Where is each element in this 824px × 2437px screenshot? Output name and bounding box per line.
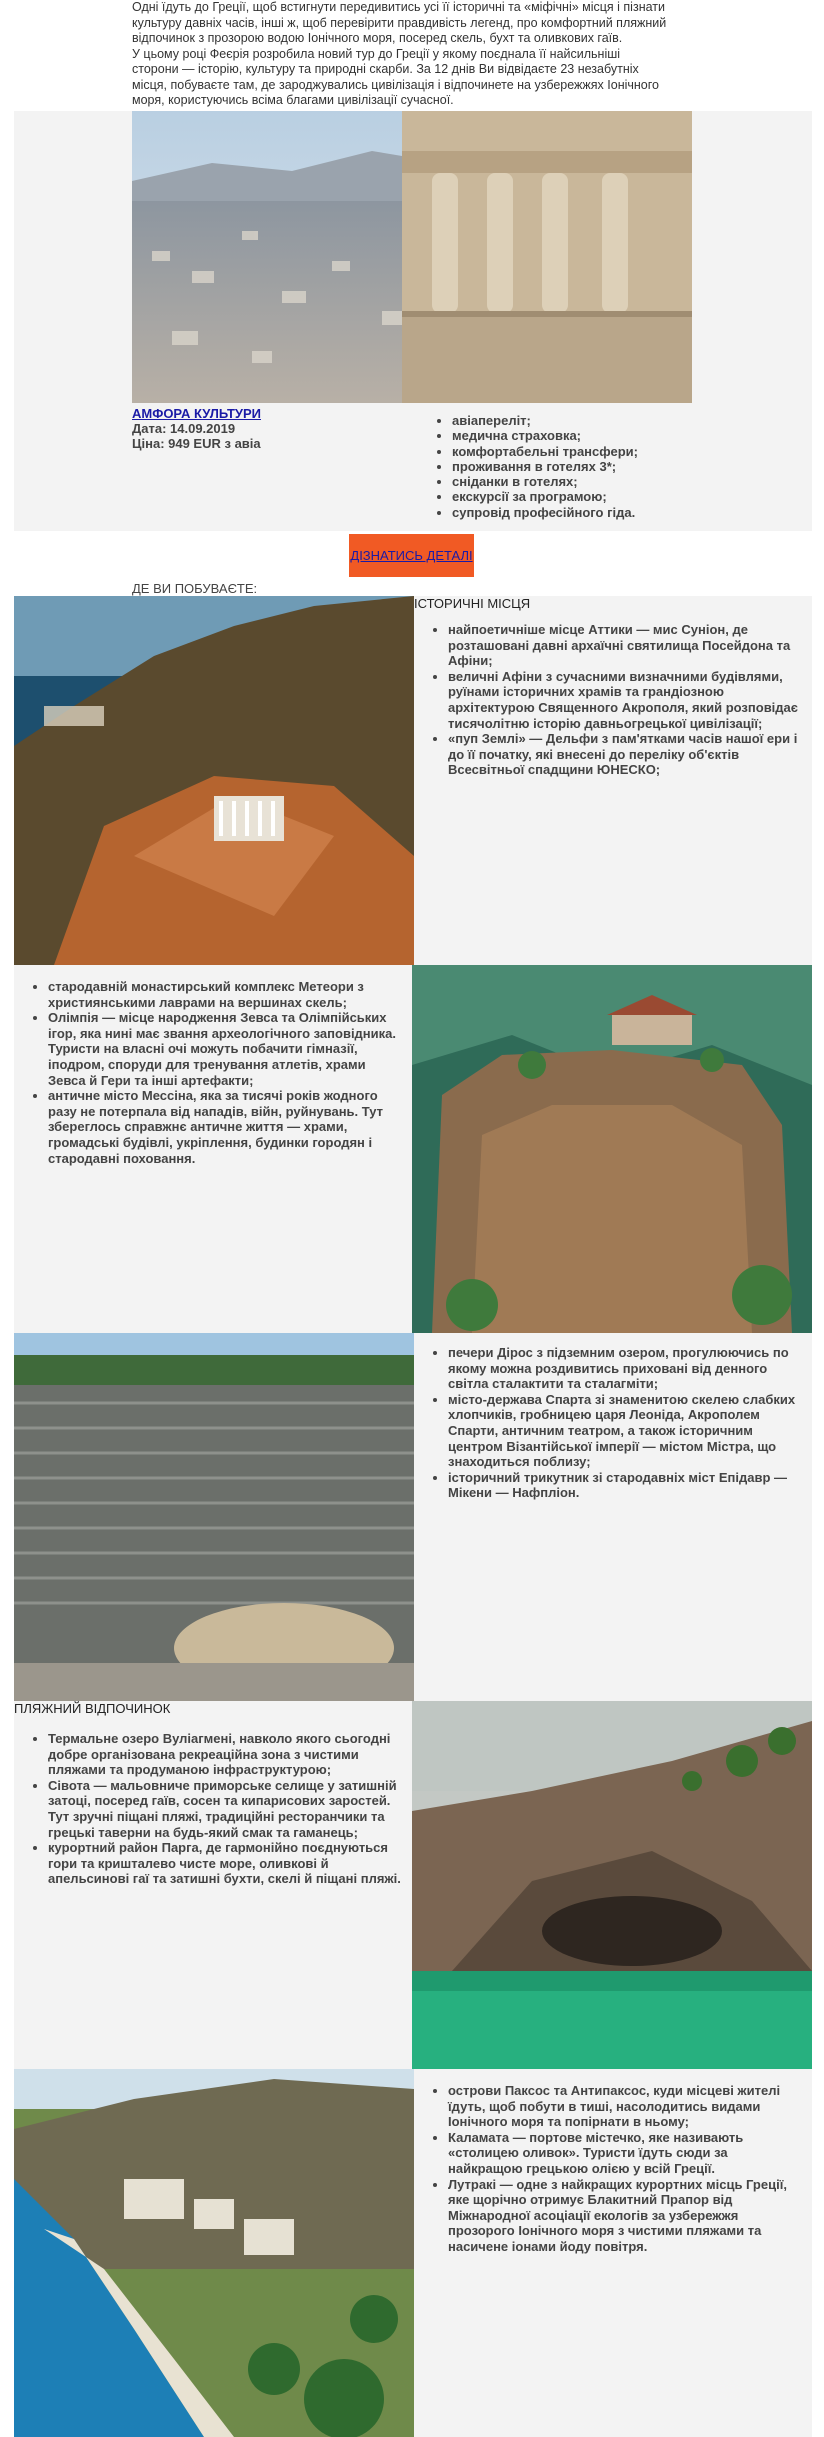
list-item: • величні Афіни з сучасними визначними будівлями, руїнами історичних храмів та грандіозною архітектурою Священного Акрополя, який розповідає тисячолітню історію давньогрецької цивілізації; bbox=[448, 669, 804, 731]
list-item: • стародавній монастирський комплекс Метеори з християнськими лаврами на вершинах скель; bbox=[48, 979, 404, 1010]
meteora-text-cell bbox=[14, 965, 412, 1333]
epidaurus-theatre-image bbox=[14, 1333, 414, 1701]
list-item: • Олімпія — місце народження Зевса та Олімпійських ігор, яка нині має звання археологічного заповідника. Туристи на власні очі можуть побачити гімназії, іподром, споруди для тренування атлетів, храми Зевса й Гери та інші артефакти; bbox=[48, 1010, 404, 1088]
list-item: • печери Дірос з підземним озером, прогулюючись по якому можна роздивитись приховані від денного світла сталактити та сталагміти; bbox=[448, 1345, 804, 1392]
offer-date: Дата: 14.09.2019 bbox=[132, 421, 236, 436]
offer-title-link[interactable]: АМФОРА КУЛЬТУРИ bbox=[132, 406, 261, 421]
diros-list bbox=[414, 1345, 812, 1501]
list-item: • острови Паксос та Антипаксос, куди місцеві жителі їдуть, щоб побути в тиші, насолодитись видами Іонічного моря та попірнати в ньому; bbox=[448, 2083, 804, 2130]
meteora-list bbox=[14, 979, 412, 1166]
list-item: • «пуп Землі» — Дельфи з пам'ятками часів нашої ери і до її початку, які внесені до переліку об'єктів Всесвітньої спадщини ЮНЕСКО; bbox=[448, 731, 804, 778]
islands-list bbox=[414, 2083, 812, 2255]
list-item: • найпоетичніше місце Аттики — мис Суніон, де розташовані давні архаїчні святилища Посейдона та Афіни; bbox=[448, 622, 804, 669]
offer-price: Ціна: 949 EUR з авіа bbox=[132, 436, 261, 451]
intro-line: У цьому році Феєрія розробила новий тур до Греції у якому поєднала її найсильніші bbox=[132, 46, 621, 61]
intro-line: сторони — історію, культуру та природні скарби. За 12 днів Ви відвідаєте 23 незабутніх bbox=[132, 62, 639, 76]
intro-text bbox=[132, 0, 682, 109]
list-item: • Термальне озеро Вуліагмені, навколо якого сьогодні добре організована рекреаційна зона з чистими пляжами та продуманою інфраструктурою; bbox=[48, 1731, 404, 1778]
list-item: • історичний трикутник зі стародавніх міст Епідавр — Мікени — Нафпліон. bbox=[448, 1470, 804, 1501]
historic-list bbox=[414, 622, 812, 778]
intro-line: відпочинок з прозорою водою Іонічного моря, посеред скель, бухт та оливкових гаїв. bbox=[132, 31, 623, 45]
list-item: • Сівота — мальовниче приморське селище у затишній затоці, посеред гаїв, сосен та кипарисових заростей. Тут зручні піщані пляжі, традиційні ресторанчики та грецькі таверни на будь-який смак та гаманець; bbox=[48, 1778, 404, 1840]
feature-item: • проживання в готелях 3*; bbox=[452, 459, 638, 474]
historic-text-cell bbox=[414, 596, 812, 965]
intro-line: культуру давніх часів, інші ж, щоб перевірити правдивість легенд, про комфортний пляжний bbox=[132, 15, 667, 30]
feature-item: • екскурсії за програмою; bbox=[452, 489, 638, 504]
feature-item: • комфортабельні трансфери; bbox=[452, 444, 638, 459]
theatre-row bbox=[14, 1333, 812, 1701]
beach-row bbox=[14, 1701, 812, 2069]
diros-text-cell bbox=[414, 1333, 812, 1701]
list-item: • Лутракі — одне з найкращих курортних місць Греції, яке щорічно отримує Блакитний Прапор від Міжнародної асоціації екологів за узбережжя прозорого Іонічного моря з чистими пляжами та насичене іонами йоду повітря. bbox=[448, 2177, 804, 2255]
meteora-row bbox=[14, 965, 812, 1333]
list-item: • місто-держава Спарта зі знаменитою скелею слабких хлопчиків, гробницею царя Леоніда, Акрополем Спарти, античним театром, а також історичним центром Візантійської імперії — містом Містра, що знаходиться поблизу; bbox=[448, 1392, 804, 1470]
list-item: • античне місто Мессіна, яка за тисячі років жодного разу не потерпала від нападів, війн, руйнувань. Тут збереглось справжнє античне життя — храми, громадські будівлі, укріплення, будинки городян і стародавні поховання. bbox=[48, 1088, 404, 1166]
sounion-image bbox=[14, 596, 414, 965]
feature-item: • супровід професійного гіда. bbox=[452, 505, 638, 520]
intro-line: місця, побуваєте там, де зароджувались цивілізація і відпочинете на узбережжях Іонічного bbox=[132, 77, 659, 92]
acropolis-hero-image bbox=[132, 111, 692, 403]
meteora-image bbox=[412, 965, 812, 1333]
feature-item: • медична страховка; bbox=[452, 428, 638, 443]
historic-heading: ІСТОРИЧНІ МІСЦЯ bbox=[414, 596, 531, 611]
vouliagmeni-lake-image bbox=[412, 1701, 812, 2069]
beach-heading: ПЛЯЖНИЙ ВІДПОЧИНОК bbox=[14, 1701, 171, 1716]
feature-item: • сніданки в готелях; bbox=[452, 474, 638, 489]
islands-row bbox=[14, 2069, 812, 2437]
beach-text-cell bbox=[14, 1701, 412, 2069]
intro-line: Одні їдуть до Греції, щоб встигнути передивитись усі її історичні та «міфічні» місця і пізнати bbox=[132, 0, 665, 14]
intro-line: моря, користуючись всіма благами цивілізації сучасної. bbox=[132, 93, 454, 107]
included-features-list bbox=[430, 413, 638, 520]
historic-row bbox=[14, 596, 812, 965]
islands-text-cell bbox=[414, 2069, 812, 2437]
learn-details-button[interactable]: ДІЗНАТИСЬ ДЕТАЛІ bbox=[349, 534, 474, 577]
list-item: • Каламата — портове містечко, яке називають «столицею оливок». Туристи їдуть сюди за найкращою грецькою олією у всій Греції. bbox=[448, 2130, 804, 2177]
list-item: • курортний район Парга, де гармонійно поєднуються гори та кришталево чисте море, оливкові й апельсинові гаї та затишні бухти, скелі й піщані пляжі. bbox=[48, 1840, 404, 1887]
where-heading: ДЕ ВИ ПОБУВАЄТЕ: bbox=[132, 581, 258, 596]
feature-item: • авіапереліт; bbox=[452, 413, 638, 428]
beach-list bbox=[14, 1731, 412, 1887]
loutraki-coast-image bbox=[14, 2069, 414, 2437]
